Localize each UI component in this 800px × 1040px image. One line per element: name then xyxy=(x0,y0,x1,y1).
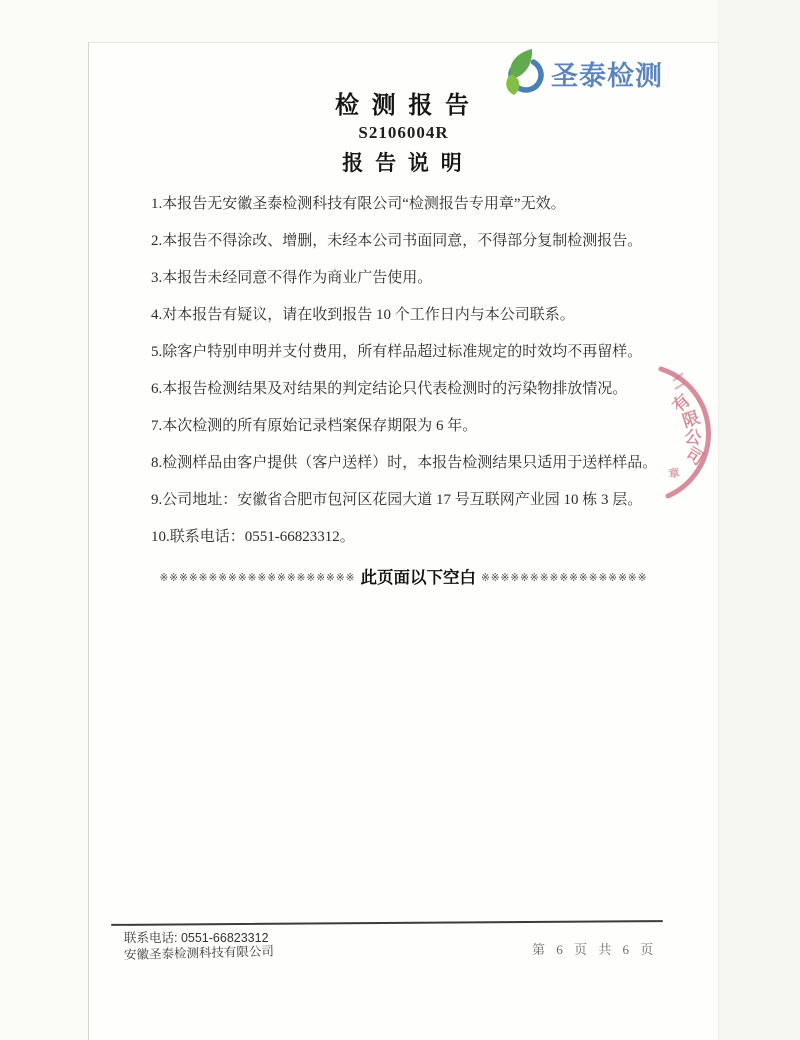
note-item-8: 8.检测样品由客户提供（客户送样）时，本报告检测结果只适用于送样样品。 xyxy=(151,455,658,471)
note-item-10: 10.联系电话：0551-66823312。 xyxy=(151,529,355,545)
note-item-4: 4.对本报告有疑议，请在收到报告 10 个工作日内与本公司联系。 xyxy=(151,307,575,323)
divider-marks-left: ※※※※※※※※※※※※※※※※※※※※ xyxy=(159,573,356,584)
stamp-char: 限 xyxy=(680,407,703,432)
stamp-small-char: 章 xyxy=(667,467,681,481)
stamp-char: 公 xyxy=(683,426,703,449)
red-company-stamp xyxy=(629,343,719,523)
footer-company-name: 安徽圣泰检测科技有限公司 xyxy=(123,944,275,962)
report-section-title: 报 告 说 明 xyxy=(342,152,465,175)
scanner-background xyxy=(717,0,800,1040)
report-number: S2106004R xyxy=(358,123,449,142)
note-item-7: 7.本次检测的所有原始记录档案保存期限为 6 年。 xyxy=(151,418,478,434)
page-number: 第 6 页 共 6 页 xyxy=(532,942,658,957)
report-page xyxy=(88,42,719,1040)
stamp-char: 司 xyxy=(682,443,707,469)
note-item-6: 6.本报告检测结果及对结果的判定结论只代表检测时的污染物排放情况。 xyxy=(151,381,628,397)
footer-phone: 联系电话: 0551-66823312 xyxy=(124,931,269,945)
note-item-5: 5.除客户特别申明并支付费用，所有样品超过标准规定的时效均不再留样。 xyxy=(151,344,643,360)
logo-text: 圣泰检测 xyxy=(551,60,663,91)
leaf-logo-icon xyxy=(502,48,546,98)
divider-marks-right: ※※※※※※※※※※※※※※※※※ xyxy=(480,573,648,584)
footer-divider-line xyxy=(111,920,663,926)
note-item-1: 1.本报告无安徽圣泰检测科技有限公司“检测报告专用章”无效。 xyxy=(151,196,566,212)
company-logo xyxy=(502,48,663,98)
note-item-3: 3.本报告未经同意不得作为商业广告使用。 xyxy=(151,270,433,286)
stamp-char: 有 xyxy=(668,390,695,417)
report-title: 检 测 报 告 xyxy=(334,92,472,119)
divider-label: 此页面以下空白 xyxy=(360,569,476,587)
footer-contact xyxy=(124,930,274,964)
report-notes-list xyxy=(151,194,668,547)
note-item-2: 2.本报告不得涂改、增删，未经本公司书面同意，不得部分复制检测报告。 xyxy=(151,233,643,249)
blank-below-divider xyxy=(89,564,718,588)
note-item-9: 9.公司地址：安徽省合肥市包河区花园大道 17 号互联网产业园 10 栋 3 层。 xyxy=(151,492,643,508)
